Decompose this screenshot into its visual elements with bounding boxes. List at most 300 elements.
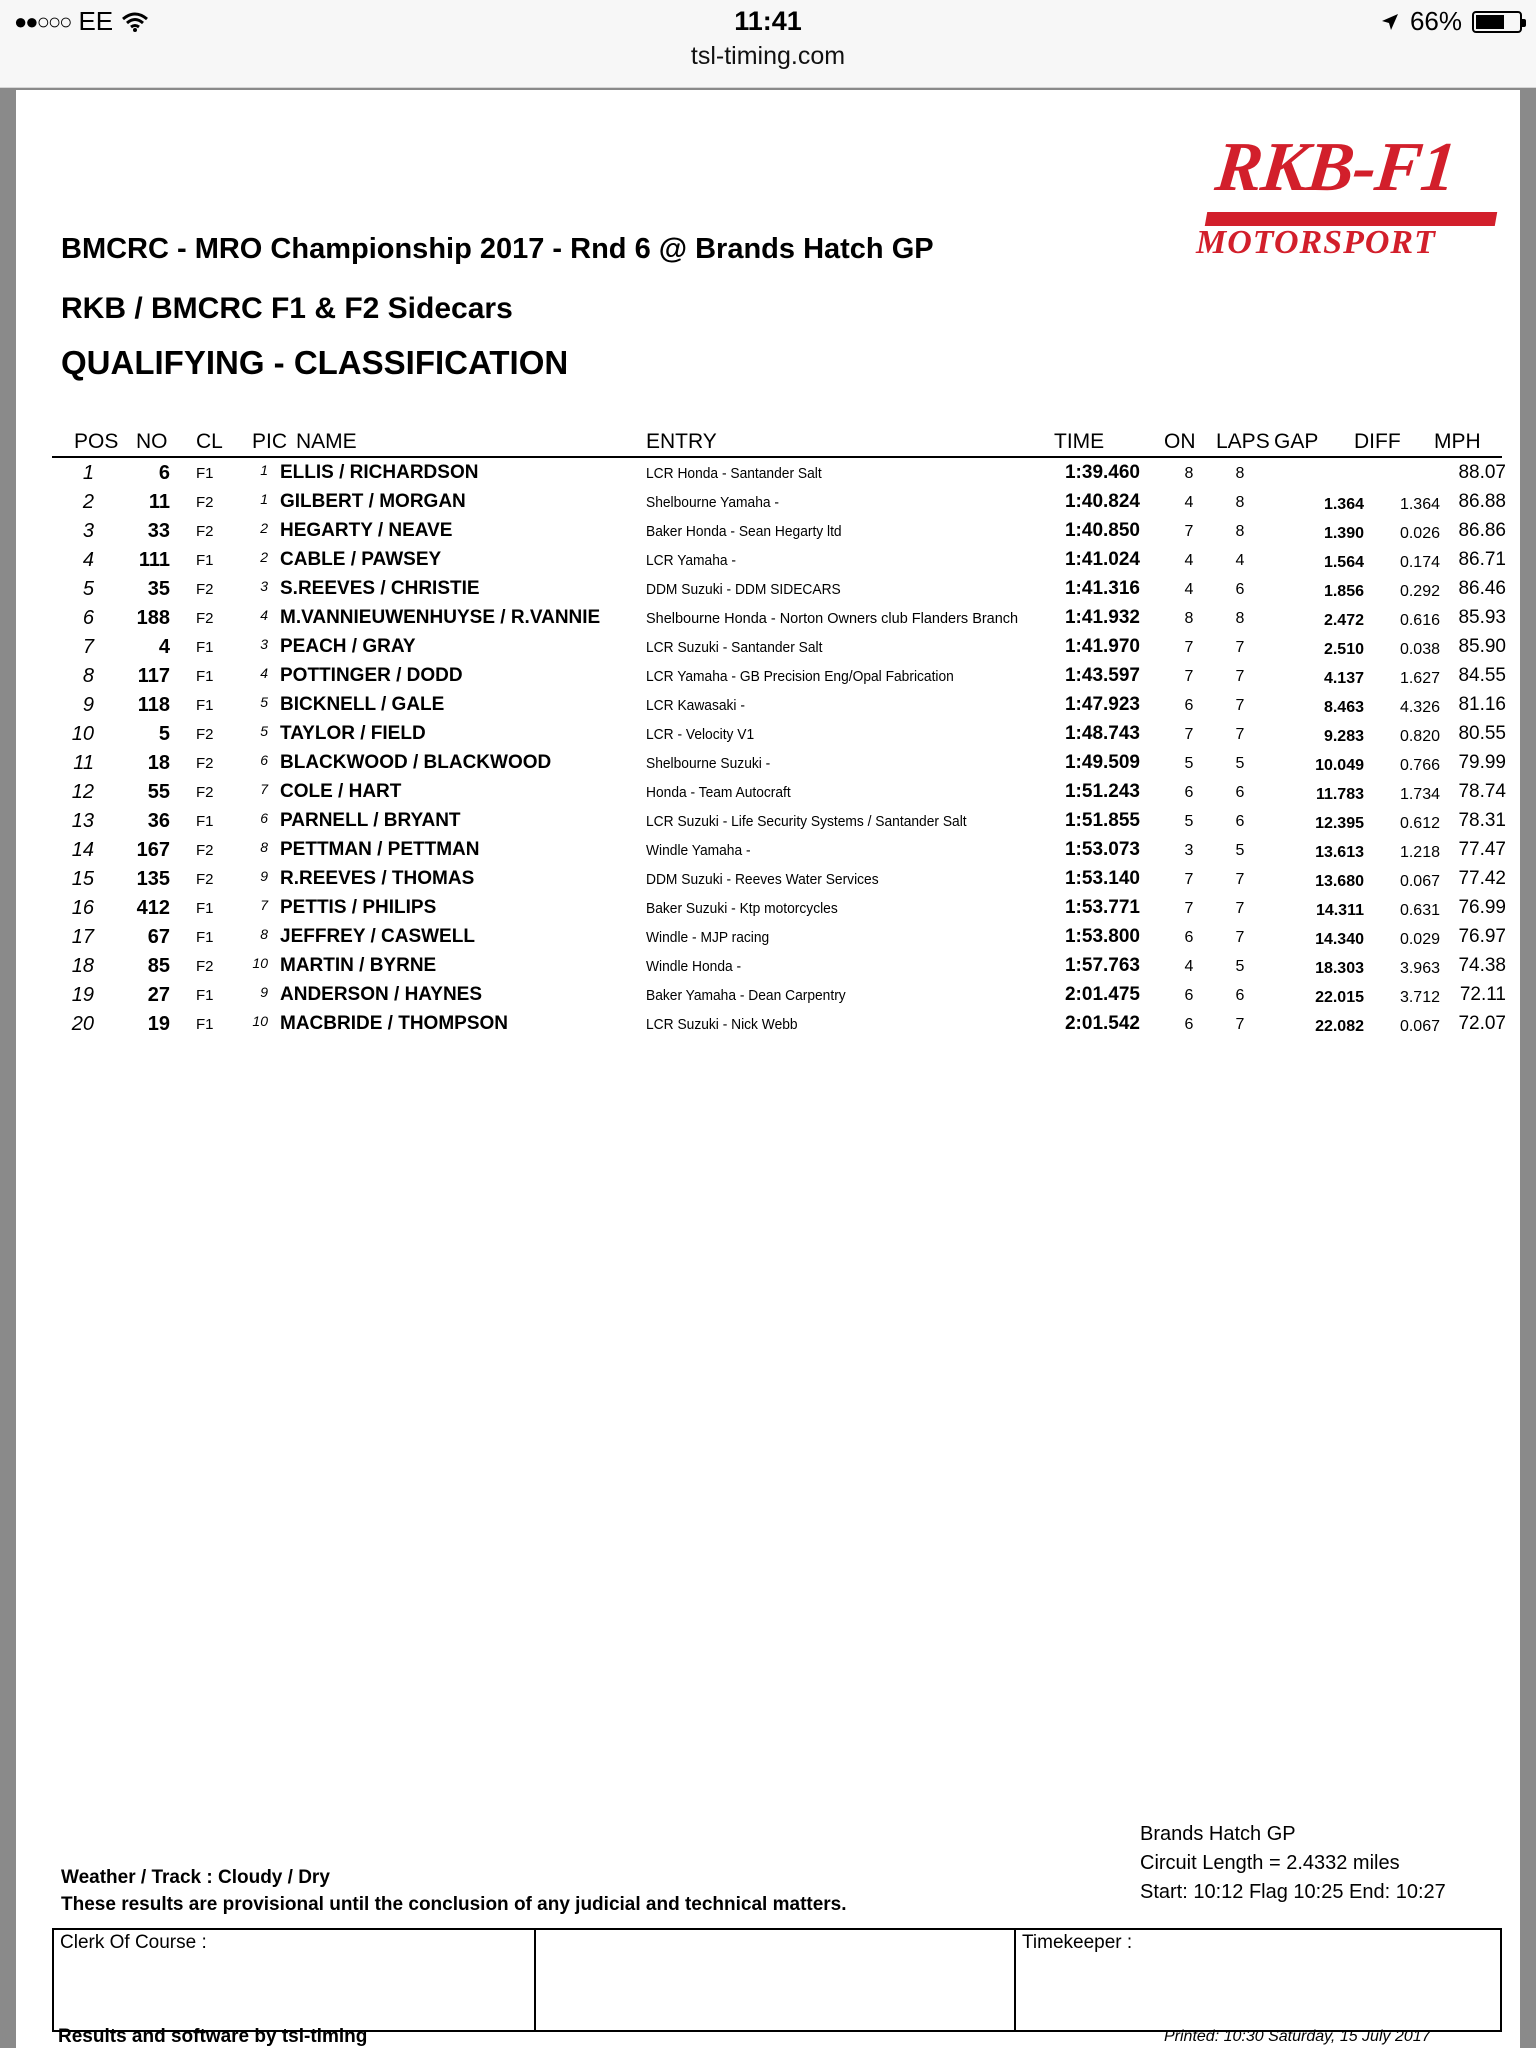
cell-entry: LCR Yamaha - bbox=[646, 552, 737, 569]
cell-on: 3 bbox=[1184, 842, 1194, 859]
cell-laps: 7 bbox=[1235, 871, 1245, 888]
cell-entry: LCR Suzuki - Life Security Systems / Santander Salt bbox=[646, 813, 967, 830]
cell-on: 7 bbox=[1184, 871, 1194, 888]
event-title: BMCRC - MRO Championship 2017 - Rnd 6 @ Brands Hatch GP bbox=[61, 233, 934, 265]
cell-time: 1:49.509 bbox=[1064, 752, 1140, 773]
cell-gap: 4.137 bbox=[1323, 670, 1364, 687]
cell-pic: 3 bbox=[260, 636, 268, 652]
logo-subtitle: MOTORSPORT bbox=[1196, 224, 1436, 261]
cell-time: 1:57.763 bbox=[1064, 955, 1140, 976]
cell-laps: 7 bbox=[1235, 900, 1245, 917]
session-times: Start: 10:12 Flag 10:25 End: 10:27 bbox=[1140, 1881, 1446, 1903]
cell-entry: Windle Yamaha - bbox=[646, 842, 751, 859]
cell-on: 8 bbox=[1184, 465, 1194, 482]
cell-no: 188 bbox=[136, 607, 170, 629]
cell-no: 19 bbox=[147, 1013, 170, 1035]
cell-name: ELLIS / RICHARDSON bbox=[280, 462, 479, 483]
table-row bbox=[52, 636, 1506, 665]
signal-strength-icon: ●●○○○ bbox=[14, 8, 71, 34]
cell-pic: 2 bbox=[260, 520, 268, 536]
cell-pos: 18 bbox=[71, 955, 94, 977]
cell-diff: 0.766 bbox=[1399, 757, 1440, 774]
cell-no: 27 bbox=[147, 984, 170, 1006]
cell-name: POTTINGER / DODD bbox=[280, 665, 463, 686]
cell-cl: F1 bbox=[196, 697, 214, 714]
cell-pos: 19 bbox=[71, 984, 94, 1006]
col-header-pos: POS bbox=[74, 430, 119, 453]
cell-no: 36 bbox=[147, 810, 170, 832]
cell-mph: 77.42 bbox=[1458, 868, 1506, 889]
cell-cl: F2 bbox=[196, 871, 214, 888]
cell-laps: 5 bbox=[1235, 958, 1245, 975]
cell-entry: Baker Suzuki - Ktp motorcycles bbox=[646, 900, 838, 917]
cell-on: 7 bbox=[1184, 668, 1194, 685]
col-header-cl: CL bbox=[196, 430, 223, 453]
cell-mph: 79.99 bbox=[1458, 752, 1506, 773]
cell-gap: 8.463 bbox=[1323, 699, 1364, 716]
cell-name: TAYLOR / FIELD bbox=[280, 723, 426, 744]
col-header-time: TIME bbox=[1054, 430, 1105, 453]
cell-cl: F2 bbox=[196, 784, 214, 801]
cell-pos: 15 bbox=[71, 868, 94, 890]
col-header-gap: GAP bbox=[1274, 430, 1319, 453]
table-row bbox=[52, 462, 1506, 491]
cell-no: 85 bbox=[147, 955, 170, 977]
cell-entry: LCR Suzuki - Santander Salt bbox=[646, 639, 823, 656]
cell-time: 1:53.140 bbox=[1064, 868, 1140, 889]
class-title: RKB / BMCRC F1 & F2 Sidecars bbox=[61, 292, 513, 325]
cell-on: 7 bbox=[1184, 639, 1194, 656]
status-bar bbox=[0, 0, 1536, 88]
col-header-name: NAME bbox=[296, 430, 357, 453]
cell-pic: 8 bbox=[260, 839, 268, 855]
cell-entry: Windle - MJP racing bbox=[646, 929, 770, 946]
cell-no: 33 bbox=[147, 520, 170, 542]
table-row bbox=[52, 752, 1506, 781]
cell-diff: 1.627 bbox=[1399, 670, 1440, 687]
cell-time: 1:39.460 bbox=[1064, 462, 1140, 483]
cell-diff: 1.364 bbox=[1399, 496, 1440, 513]
cell-on: 4 bbox=[1184, 581, 1194, 598]
cell-pos: 8 bbox=[82, 665, 94, 687]
cell-no: 11 bbox=[148, 491, 170, 513]
printed-timestamp-text: Printed: 10:30 Saturday, 15 July 2017 bbox=[1164, 2028, 1431, 2045]
cell-entry: Windle Honda - bbox=[646, 958, 742, 975]
cell-diff: 0.616 bbox=[1399, 612, 1440, 629]
cell-entry: Shelbourne Suzuki - bbox=[646, 755, 771, 772]
cell-on: 6 bbox=[1184, 929, 1194, 946]
cell-cl: F1 bbox=[196, 639, 214, 656]
cell-diff: 3.963 bbox=[1399, 960, 1440, 977]
table-row bbox=[52, 868, 1506, 897]
status-time: 11:41 bbox=[734, 6, 802, 36]
cell-entry: Shelbourne Yamaha - bbox=[646, 494, 779, 511]
cell-name: CABLE / PAWSEY bbox=[280, 549, 442, 570]
clerk-of-course-label: Clerk Of Course : bbox=[60, 1932, 207, 1953]
cell-laps: 7 bbox=[1235, 929, 1245, 946]
cell-laps: 6 bbox=[1235, 784, 1245, 801]
cell-name: BICKNELL / GALE bbox=[280, 694, 445, 715]
cell-entry: LCR Kawasaki - bbox=[646, 697, 745, 714]
cell-time: 1:51.855 bbox=[1064, 810, 1140, 831]
cell-diff: 1.218 bbox=[1399, 844, 1440, 861]
cell-diff: 0.631 bbox=[1399, 902, 1440, 919]
cell-pos: 13 bbox=[71, 810, 94, 832]
cell-time: 2:01.475 bbox=[1064, 984, 1140, 1005]
cell-cl: F1 bbox=[196, 465, 214, 482]
cell-time: 1:47.923 bbox=[1064, 694, 1140, 715]
cell-no: 18 bbox=[147, 752, 170, 774]
cell-on: 4 bbox=[1184, 552, 1194, 569]
cell-pic: 5 bbox=[260, 723, 268, 739]
cell-time: 1:48.743 bbox=[1064, 723, 1140, 744]
cell-pos: 3 bbox=[82, 520, 94, 542]
cell-time: 1:53.800 bbox=[1064, 926, 1140, 947]
cell-name: GILBERT / MORGAN bbox=[280, 491, 466, 512]
cell-pic: 9 bbox=[260, 984, 268, 1000]
cell-entry: DDM Suzuki - Reeves Water Services bbox=[646, 871, 879, 888]
cell-gap: 10.049 bbox=[1315, 757, 1364, 774]
cell-no: 5 bbox=[158, 723, 170, 745]
cell-entry: LCR - Velocity V1 bbox=[646, 726, 755, 743]
cell-mph: 77.47 bbox=[1458, 839, 1506, 860]
cell-on: 4 bbox=[1184, 494, 1194, 511]
cell-laps: 7 bbox=[1235, 726, 1245, 743]
cell-mph: 76.97 bbox=[1458, 926, 1506, 947]
cell-cl: F2 bbox=[196, 523, 214, 540]
cell-laps: 8 bbox=[1235, 610, 1245, 627]
cell-laps: 6 bbox=[1235, 987, 1245, 1004]
cell-cl: F2 bbox=[196, 581, 214, 598]
col-header-entry: ENTRY bbox=[646, 430, 717, 453]
cell-pos: 5 bbox=[82, 578, 94, 600]
battery-icon bbox=[1472, 11, 1522, 33]
cell-pos: 7 bbox=[82, 636, 94, 658]
cell-diff: 0.038 bbox=[1399, 641, 1440, 658]
cell-gap: 14.340 bbox=[1315, 931, 1364, 948]
table-row bbox=[52, 520, 1506, 549]
table-row bbox=[52, 810, 1506, 839]
cell-laps: 6 bbox=[1235, 813, 1245, 830]
timekeeper-field bbox=[1014, 1930, 1500, 2030]
circuit-length: Circuit Length = 2.4332 miles bbox=[1140, 1852, 1400, 1874]
table-row bbox=[52, 984, 1506, 1013]
cell-time: 1:53.073 bbox=[1064, 839, 1140, 860]
col-header-laps: LAPS bbox=[1216, 430, 1270, 453]
cell-pos: 4 bbox=[82, 549, 94, 571]
cell-pic: 6 bbox=[260, 810, 268, 826]
cell-name: ANDERSON / HAYNES bbox=[280, 984, 483, 1005]
cell-pic: 10 bbox=[252, 955, 268, 971]
cell-gap: 11.783 bbox=[1315, 786, 1364, 803]
cell-pic: 10 bbox=[252, 1013, 268, 1029]
table-row bbox=[52, 578, 1506, 607]
cell-name: S.REEVES / CHRISTIE bbox=[280, 578, 480, 599]
cell-laps: 8 bbox=[1235, 523, 1245, 540]
cell-pic: 7 bbox=[260, 897, 268, 913]
cell-laps: 5 bbox=[1235, 755, 1245, 772]
venue-name: Brands Hatch GP bbox=[1140, 1823, 1296, 1845]
cell-name: HEGARTY / NEAVE bbox=[280, 520, 453, 541]
provisional-notice: These results are provisional until the conclusion of any judicial and technical matters. bbox=[61, 1894, 847, 1915]
cell-time: 1:40.824 bbox=[1064, 491, 1140, 512]
cell-diff: 3.712 bbox=[1399, 989, 1440, 1006]
middle-signature-field bbox=[534, 1930, 1014, 2030]
cell-diff: 0.026 bbox=[1399, 525, 1440, 542]
cell-gap: 12.395 bbox=[1315, 815, 1364, 832]
cell-on: 6 bbox=[1184, 697, 1194, 714]
cell-on: 4 bbox=[1184, 958, 1194, 975]
weather-track: Weather / Track : Cloudy / Dry bbox=[61, 1867, 330, 1888]
cell-mph: 78.31 bbox=[1458, 810, 1506, 831]
logo-wordmark: RKB-F1 bbox=[1212, 129, 1460, 206]
table-row bbox=[52, 491, 1506, 520]
cell-cl: F1 bbox=[196, 552, 214, 569]
cell-diff: 4.326 bbox=[1399, 699, 1440, 716]
cell-gap: 18.303 bbox=[1315, 960, 1364, 977]
cell-cl: F2 bbox=[196, 494, 214, 511]
cell-pos: 14 bbox=[71, 839, 94, 861]
cell-no: 111 bbox=[138, 549, 170, 571]
table-row bbox=[52, 839, 1506, 868]
cell-pos: 16 bbox=[71, 897, 94, 919]
cell-diff: 1.734 bbox=[1399, 786, 1440, 803]
cell-time: 1:41.316 bbox=[1064, 578, 1140, 599]
cell-gap: 2.472 bbox=[1323, 612, 1364, 629]
col-header-mph: MPH bbox=[1434, 430, 1481, 453]
cell-laps: 7 bbox=[1235, 1016, 1245, 1033]
cell-pic: 2 bbox=[260, 549, 268, 565]
cell-pos: 12 bbox=[71, 781, 94, 803]
cell-mph: 72.11 bbox=[1459, 984, 1506, 1005]
cell-diff: 0.067 bbox=[1399, 873, 1440, 890]
cell-no: 135 bbox=[136, 868, 170, 890]
cell-no: 167 bbox=[136, 839, 170, 861]
col-header-on: ON bbox=[1164, 430, 1196, 453]
cell-mph: 86.88 bbox=[1458, 491, 1506, 512]
table-row bbox=[52, 955, 1506, 984]
cell-no: 117 bbox=[137, 665, 170, 687]
cell-time: 1:53.771 bbox=[1064, 897, 1140, 918]
cell-gap: 22.015 bbox=[1315, 989, 1364, 1006]
clerk-of-course-field bbox=[54, 1930, 534, 2030]
location-arrow-icon bbox=[1380, 12, 1400, 32]
signature-box bbox=[52, 1928, 1502, 2032]
timekeeper-label: Timekeeper : bbox=[1022, 1932, 1133, 1953]
cell-laps: 4 bbox=[1235, 552, 1245, 569]
cell-cl: F1 bbox=[196, 813, 214, 830]
cell-name: MACBRIDE / THOMPSON bbox=[280, 1013, 508, 1034]
cell-gap: 14.311 bbox=[1315, 902, 1364, 919]
cell-diff: 0.029 bbox=[1399, 931, 1440, 948]
cell-pos: 11 bbox=[73, 752, 94, 774]
cell-name: MARTIN / BYRNE bbox=[280, 955, 437, 976]
cell-entry: DDM Suzuki - DDM SIDECARS bbox=[646, 581, 841, 598]
cell-cl: F1 bbox=[196, 987, 214, 1004]
cell-pos: 10 bbox=[71, 723, 94, 745]
cell-pos: 9 bbox=[82, 694, 94, 716]
cell-diff: 0.174 bbox=[1399, 554, 1440, 571]
cell-pos: 17 bbox=[71, 926, 94, 948]
cell-mph: 84.55 bbox=[1458, 665, 1506, 686]
cell-cl: F1 bbox=[196, 900, 214, 917]
cell-on: 5 bbox=[1184, 755, 1194, 772]
cell-on: 8 bbox=[1184, 610, 1194, 627]
cell-cl: F2 bbox=[196, 726, 214, 743]
cell-mph: 74.38 bbox=[1458, 955, 1506, 976]
session-title: QUALIFYING - CLASSIFICATION bbox=[61, 344, 569, 381]
cell-diff: 0.612 bbox=[1399, 815, 1440, 832]
cell-diff: 0.820 bbox=[1399, 728, 1440, 745]
table-row bbox=[52, 926, 1506, 955]
cell-pic: 1 bbox=[260, 462, 268, 478]
cell-on: 6 bbox=[1184, 987, 1194, 1004]
cell-name: PEACH / GRAY bbox=[280, 636, 416, 657]
status-right bbox=[1380, 6, 1522, 37]
table-row bbox=[52, 1013, 1506, 1042]
cell-no: 6 bbox=[158, 462, 170, 484]
cell-entry: Honda - Team Autocraft bbox=[646, 784, 791, 801]
cell-name: M.VANNIEUWENHUYSE / R.VANNIE bbox=[280, 607, 601, 628]
cell-gap: 1.390 bbox=[1323, 525, 1364, 542]
cell-laps: 6 bbox=[1235, 581, 1245, 598]
cell-cl: F2 bbox=[196, 755, 214, 772]
cell-on: 6 bbox=[1184, 784, 1194, 801]
cell-entry: Baker Yamaha - Dean Carpentry bbox=[646, 987, 846, 1004]
cell-gap: 9.283 bbox=[1323, 728, 1364, 745]
cell-no: 4 bbox=[158, 636, 170, 658]
address-bar-url[interactable]: tsl-timing.com bbox=[690, 42, 846, 70]
cell-pic: 4 bbox=[260, 607, 268, 623]
cell-laps: 7 bbox=[1235, 639, 1245, 656]
table-row bbox=[52, 781, 1506, 810]
cell-laps: 7 bbox=[1235, 668, 1245, 685]
footer-credit-cropped bbox=[58, 2026, 558, 2048]
cell-pic: 4 bbox=[260, 665, 268, 681]
cell-mph: 81.16 bbox=[1458, 694, 1506, 715]
cell-laps: 8 bbox=[1235, 465, 1245, 482]
cell-cl: F1 bbox=[196, 1016, 214, 1033]
cell-entry: LCR Suzuki - Nick Webb bbox=[646, 1016, 798, 1033]
cell-time: 1:41.932 bbox=[1064, 607, 1140, 628]
cell-name: PETTMAN / PETTMAN bbox=[280, 839, 480, 860]
cell-time: 1:51.243 bbox=[1064, 781, 1140, 802]
table-row bbox=[52, 694, 1506, 723]
cell-entry: LCR Yamaha - GB Precision Eng/Opal Fabrication bbox=[646, 668, 954, 685]
cell-gap: 1.856 bbox=[1323, 583, 1364, 600]
cell-mph: 78.74 bbox=[1458, 781, 1506, 802]
cell-mph: 80.55 bbox=[1458, 723, 1506, 744]
cell-mph: 86.86 bbox=[1458, 520, 1506, 541]
carrier-label: EE bbox=[78, 6, 114, 36]
cell-time: 1:41.024 bbox=[1064, 549, 1140, 570]
cell-pos: 20 bbox=[71, 1013, 94, 1035]
footer-credit-text: Results and software by tsl-timing bbox=[58, 2026, 368, 2047]
cell-no: 55 bbox=[147, 781, 170, 803]
cell-entry: LCR Honda - Santander Salt bbox=[646, 465, 822, 482]
cell-pos: 6 bbox=[82, 607, 94, 629]
cell-pic: 8 bbox=[260, 926, 268, 942]
cell-cl: F1 bbox=[196, 929, 214, 946]
cell-gap: 13.680 bbox=[1315, 873, 1364, 890]
cell-pic: 1 bbox=[260, 491, 268, 507]
cell-no: 67 bbox=[147, 926, 170, 948]
table-row bbox=[52, 607, 1506, 636]
cell-on: 7 bbox=[1184, 523, 1194, 540]
col-header-no: NO bbox=[136, 430, 168, 453]
cell-pos: 2 bbox=[82, 491, 94, 513]
cell-mph: 72.07 bbox=[1458, 1013, 1506, 1034]
cell-on: 7 bbox=[1184, 900, 1194, 917]
venue-info bbox=[1140, 1820, 1446, 1907]
cell-no: 118 bbox=[137, 694, 170, 716]
col-header-diff: DIFF bbox=[1354, 430, 1401, 453]
cell-pic: 7 bbox=[260, 781, 268, 797]
battery-level bbox=[1476, 15, 1504, 29]
cell-mph: 85.90 bbox=[1458, 636, 1506, 657]
cell-name: COLE / HART bbox=[280, 781, 402, 802]
cell-pic: 3 bbox=[260, 578, 268, 594]
printed-timestamp-cropped bbox=[1164, 2028, 1504, 2048]
cell-gap: 22.082 bbox=[1315, 1018, 1364, 1035]
cell-mph: 85.93 bbox=[1458, 607, 1506, 628]
cell-time: 1:41.970 bbox=[1064, 636, 1140, 657]
table-row bbox=[52, 897, 1506, 926]
table-row bbox=[52, 665, 1506, 694]
cell-laps: 5 bbox=[1235, 842, 1245, 859]
cell-cl: F2 bbox=[196, 958, 214, 975]
cell-pic: 5 bbox=[260, 694, 268, 710]
cell-no: 35 bbox=[147, 578, 170, 600]
cell-pic: 6 bbox=[260, 752, 268, 768]
cell-gap: 1.564 bbox=[1323, 554, 1364, 571]
cell-mph: 86.46 bbox=[1458, 578, 1506, 599]
results-document bbox=[16, 90, 1520, 2048]
cell-on: 5 bbox=[1184, 813, 1194, 830]
cell-mph: 76.99 bbox=[1458, 897, 1506, 918]
battery-percent: 66% bbox=[1409, 6, 1462, 36]
cell-gap: 2.510 bbox=[1323, 641, 1364, 658]
cell-on: 7 bbox=[1184, 726, 1194, 743]
cell-cl: F2 bbox=[196, 842, 214, 859]
cell-diff: 0.067 bbox=[1399, 1018, 1440, 1035]
cell-pos: 1 bbox=[82, 462, 94, 484]
cell-no: 412 bbox=[136, 897, 170, 919]
cell-entry: Shelbourne Honda - Norton Owners club Flanders Branch bbox=[646, 610, 1019, 627]
cell-entry: Baker Honda - Sean Hegarty ltd bbox=[646, 523, 842, 540]
cell-time: 2:01.542 bbox=[1064, 1013, 1140, 1034]
cell-time: 1:43.597 bbox=[1064, 665, 1140, 686]
cell-name: PETTIS / PHILIPS bbox=[280, 897, 437, 918]
cell-name: JEFFREY / CASWELL bbox=[280, 926, 475, 947]
cell-diff: 0.292 bbox=[1399, 583, 1440, 600]
table-row bbox=[52, 723, 1506, 752]
cell-mph: 86.71 bbox=[1458, 549, 1506, 570]
cell-mph: 88.07 bbox=[1458, 462, 1506, 483]
cell-cl: F1 bbox=[196, 668, 214, 685]
cell-laps: 7 bbox=[1235, 697, 1245, 714]
cell-name: PARNELL / BRYANT bbox=[280, 810, 461, 831]
table-row bbox=[52, 549, 1506, 578]
cell-time: 1:40.850 bbox=[1064, 520, 1140, 541]
cell-laps: 8 bbox=[1235, 494, 1245, 511]
table-header bbox=[52, 426, 1502, 458]
cell-gap: 1.364 bbox=[1323, 496, 1364, 513]
cell-gap: 13.613 bbox=[1315, 844, 1364, 861]
cell-cl: F2 bbox=[196, 610, 214, 627]
col-header-pic: PIC bbox=[252, 430, 288, 453]
cell-name: BLACKWOOD / BLACKWOOD bbox=[280, 752, 552, 773]
